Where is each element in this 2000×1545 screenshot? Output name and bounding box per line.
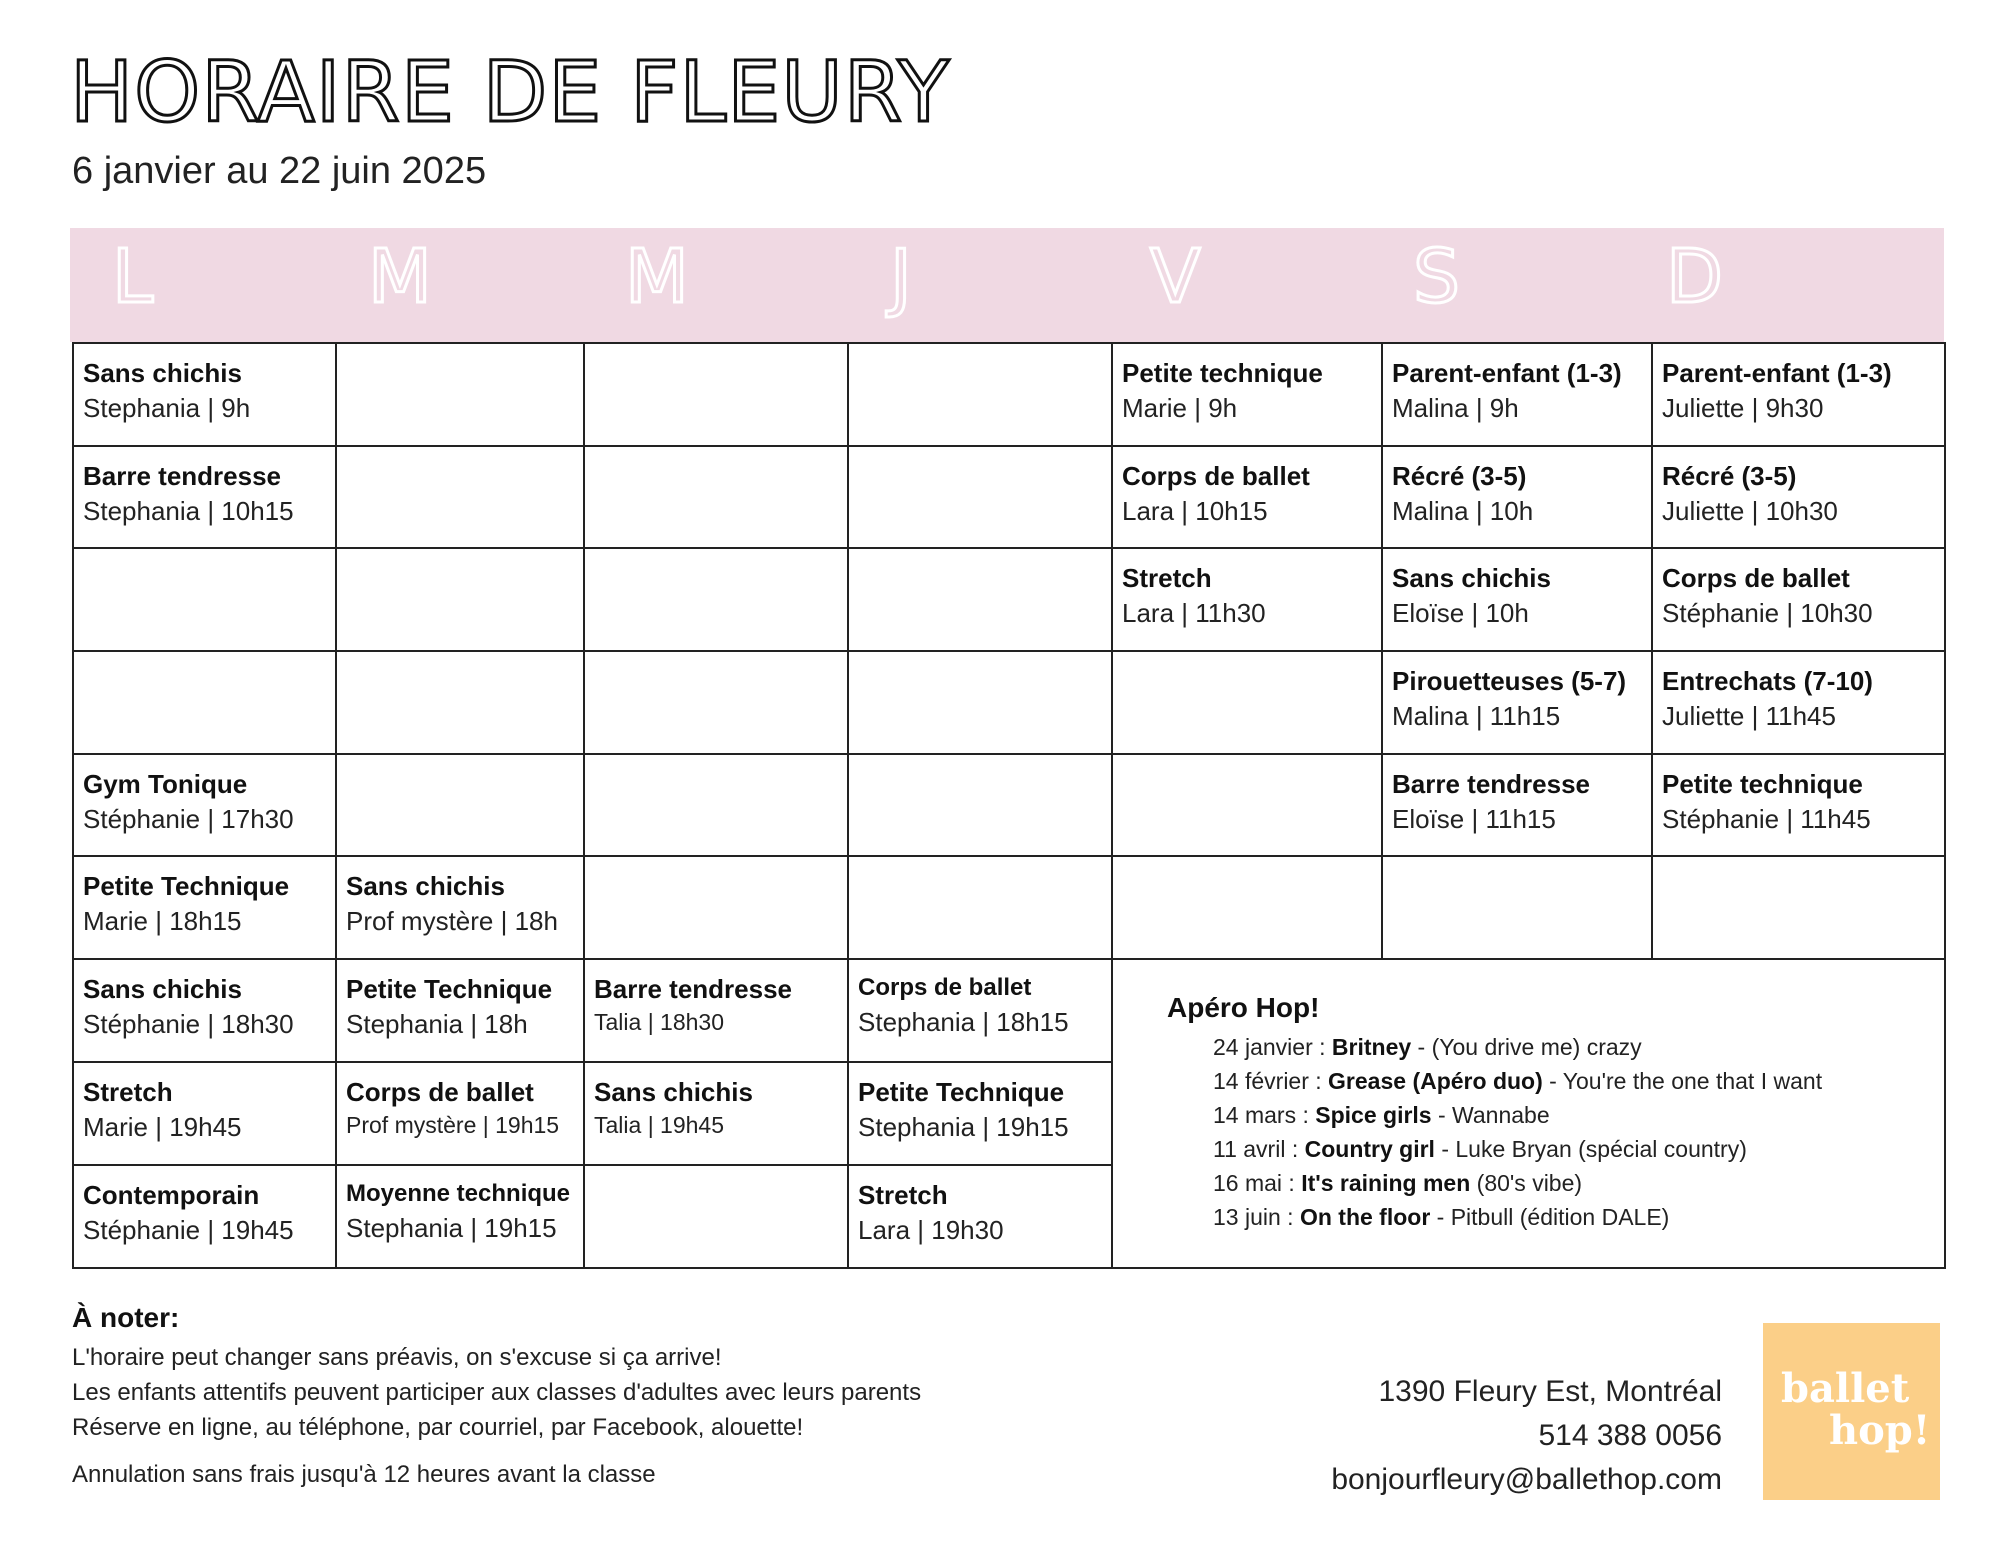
class-cell — [73, 446, 336, 548]
class-instructor-time: Stéphanie | 19h45 — [83, 1215, 294, 1246]
class-instructor-time: Stéphanie | 10h30 — [1662, 598, 1873, 629]
apero-theme: Spice girls — [1315, 1102, 1432, 1128]
empty-cell — [1112, 856, 1382, 959]
class-name: Petite Technique — [83, 871, 290, 901]
class-name: Stretch — [1122, 563, 1212, 593]
class-instructor-time: Juliette | 11h45 — [1662, 701, 1836, 732]
note-line: Les enfants attentifs peuvent participer aux classes d'adultes avec leurs parents — [72, 1379, 922, 1406]
note-line: L'horaire peut changer sans préavis, on s'excuse si ça arrive! — [72, 1344, 722, 1371]
apero-date: 11 avril : — [1213, 1136, 1305, 1162]
class-instructor-time: Malina | 9h — [1392, 393, 1519, 424]
class-instructor-time: Stephania | 18h15 — [858, 1006, 1069, 1037]
apero-item — [1213, 1132, 1944, 1166]
class-name: Corps de ballet — [1662, 563, 1850, 593]
logo-line-ballet: ballet — [1781, 1365, 1910, 1412]
contact-block — [1331, 1370, 1722, 1502]
apero-hop-panel — [1112, 959, 1945, 1268]
empty-cell — [584, 754, 848, 856]
ballet-hop-logo — [1763, 1323, 1940, 1500]
empty-cell — [584, 548, 848, 651]
notes-section — [72, 1302, 1172, 1489]
class-name: Barre tendresse — [1392, 769, 1590, 799]
apero-item — [1213, 1166, 1944, 1200]
class-cell — [848, 959, 1112, 1062]
class-instructor-time: Stéphanie | 17h30 — [83, 804, 294, 835]
empty-cell — [1112, 754, 1382, 856]
class-name: Corps de ballet — [858, 974, 1032, 1001]
class-cell — [1652, 343, 1945, 446]
class-cell — [336, 1165, 584, 1268]
day-thursday: J — [890, 234, 912, 320]
class-instructor-time: Prof mystère | 18h — [346, 906, 558, 937]
class-cell — [848, 1165, 1112, 1268]
class-instructor-time: Eloïse | 10h — [1392, 598, 1529, 629]
class-cell — [1382, 754, 1652, 856]
class-instructor-time: Marie | 19h45 — [83, 1112, 242, 1143]
class-cell — [1382, 651, 1652, 754]
empty-cell — [336, 343, 584, 446]
email-address: bonjourfleury@ballethop.com — [1331, 1463, 1722, 1496]
notes-title: À noter: — [72, 1302, 180, 1333]
empty-cell — [584, 343, 848, 446]
class-instructor-time: Malina | 11h15 — [1392, 701, 1561, 732]
logo-line-hop: hop! — [1829, 1407, 1931, 1454]
class-cell — [1112, 446, 1382, 548]
class-cell — [73, 959, 336, 1062]
empty-cell — [336, 651, 584, 754]
class-cell — [1382, 343, 1652, 446]
class-instructor-time: Stephania | 18h — [346, 1009, 528, 1040]
apero-song: - Pitbull (édition DALE) — [1430, 1204, 1670, 1230]
class-cell — [1382, 446, 1652, 548]
class-instructor-time: Malina | 10h — [1392, 496, 1534, 527]
class-instructor-time: Prof mystère | 19h15 — [346, 1112, 560, 1139]
empty-cell — [584, 856, 848, 959]
class-instructor-time: Juliette | 9h30 — [1662, 393, 1824, 424]
class-name: Sans chichis — [594, 1077, 753, 1107]
class-instructor-time: Stephania | 19h15 — [858, 1112, 1069, 1143]
apero-item — [1213, 1030, 1944, 1064]
date-range: 6 janvier au 22 juin 2025 — [72, 150, 487, 192]
empty-cell — [336, 754, 584, 856]
empty-cell — [336, 548, 584, 651]
page-title: HORAIRE DE FLEURY — [70, 43, 951, 141]
apero-date: 14 mars : — [1213, 1102, 1316, 1128]
class-instructor-time: Eloïse | 11h15 — [1392, 804, 1556, 835]
class-cell — [73, 754, 336, 856]
empty-cell — [336, 446, 584, 548]
class-cell — [1382, 548, 1652, 651]
class-instructor-time: Talia | 19h45 — [594, 1112, 725, 1139]
empty-cell — [1652, 856, 1945, 959]
class-instructor-time: Marie | 18h15 — [83, 906, 242, 937]
apero-song: - Wannabe — [1431, 1102, 1550, 1128]
class-instructor-time: Stephania | 10h15 — [83, 496, 294, 527]
class-name: Entrechats (7-10) — [1662, 666, 1873, 696]
empty-cell — [848, 343, 1112, 446]
apero-list — [1213, 1030, 1944, 1234]
apero-theme: Country girl — [1304, 1136, 1435, 1162]
class-name: Stretch — [858, 1180, 948, 1210]
apero-theme: Britney — [1331, 1034, 1412, 1060]
class-cell — [336, 959, 584, 1062]
class-name: Petite technique — [1662, 769, 1863, 799]
schedule-grid — [72, 342, 1946, 1269]
apero-theme: Grease (Apéro duo) — [1328, 1068, 1543, 1094]
day-friday: V — [1150, 234, 1201, 320]
empty-cell — [848, 548, 1112, 651]
empty-cell — [848, 856, 1112, 959]
empty-cell — [584, 651, 848, 754]
apero-song: (80's vibe) — [1470, 1170, 1583, 1196]
day-tuesday: M — [368, 234, 432, 320]
apero-date: 14 février : — [1213, 1068, 1329, 1094]
class-cell — [848, 1062, 1112, 1165]
class-name: Récré (3-5) — [1662, 461, 1797, 491]
class-name: Pirouetteuses (5-7) — [1392, 666, 1627, 696]
cancellation-policy: Annulation sans frais jusqu'à 12 heures avant la classe — [72, 1461, 656, 1488]
apero-item — [1213, 1200, 1944, 1234]
class-name: Gym Tonique — [83, 769, 248, 799]
class-name: Parent-enfant (1-3) — [1662, 358, 1892, 388]
class-name: Barre tendresse — [83, 461, 281, 491]
empty-cell — [848, 446, 1112, 548]
class-name: Petite technique — [1122, 358, 1323, 388]
apero-item — [1213, 1098, 1944, 1132]
empty-cell — [1382, 856, 1652, 959]
class-cell — [1652, 651, 1945, 754]
class-instructor-time: Stephania | 9h — [83, 393, 251, 424]
class-name: Moyenne technique — [346, 1180, 571, 1207]
class-cell — [73, 1062, 336, 1165]
apero-item — [1213, 1064, 1944, 1098]
class-name: Barre tendresse — [594, 974, 792, 1004]
apero-title: Apéro Hop! — [1167, 992, 1320, 1023]
class-cell — [336, 856, 584, 959]
class-instructor-time: Juliette | 10h30 — [1662, 496, 1838, 527]
class-instructor-time: Marie | 9h — [1122, 393, 1238, 424]
class-instructor-time: Lara | 11h30 — [1122, 598, 1266, 629]
class-name: Sans chichis — [83, 358, 242, 388]
empty-cell — [584, 446, 848, 548]
class-name: Parent-enfant (1-3) — [1392, 358, 1622, 388]
address: 1390 Fleury Est, Montréal — [1378, 1375, 1722, 1408]
empty-cell — [584, 1165, 848, 1268]
apero-date: 24 janvier : — [1213, 1034, 1332, 1060]
class-instructor-time: Lara | 10h15 — [1122, 496, 1268, 527]
class-instructor-time: Stéphanie | 11h45 — [1662, 804, 1871, 835]
class-cell — [73, 1165, 336, 1268]
apero-date: 16 mai : — [1213, 1170, 1302, 1196]
class-name: Petite Technique — [346, 974, 553, 1004]
apero-theme: It's raining men — [1301, 1170, 1471, 1196]
day-wednesday: M — [625, 234, 689, 320]
day-header-band — [70, 228, 1944, 342]
class-cell — [336, 1062, 584, 1165]
class-cell — [73, 343, 336, 446]
class-cell — [1652, 446, 1945, 548]
empty-cell — [73, 548, 336, 651]
apero-date: 13 juin : — [1213, 1204, 1300, 1230]
apero-song: - Luke Bryan (spécial country) — [1434, 1136, 1747, 1162]
note-line: Réserve en ligne, au téléphone, par courriel, par Facebook, alouette! — [72, 1414, 804, 1441]
class-name: Stretch — [83, 1077, 173, 1107]
class-cell — [584, 1062, 848, 1165]
class-instructor-time: Talia | 18h30 — [594, 1009, 725, 1036]
apero-theme: On the floor — [1299, 1204, 1431, 1230]
day-monday: L — [112, 234, 154, 320]
class-name: Sans chichis — [346, 871, 505, 901]
class-name: Corps de ballet — [1122, 461, 1310, 491]
class-name: Sans chichis — [83, 974, 242, 1004]
class-instructor-time: Stephania | 19h15 — [346, 1212, 557, 1243]
class-cell — [1112, 343, 1382, 446]
class-name: Sans chichis — [1392, 563, 1551, 593]
day-sunday: D — [1666, 234, 1723, 320]
class-instructor-time: Stéphanie | 18h30 — [83, 1009, 294, 1040]
class-name: Corps de ballet — [346, 1077, 534, 1107]
phone-number: 514 388 0056 — [1538, 1419, 1722, 1452]
apero-song: - You're the one that I want — [1542, 1068, 1823, 1094]
class-name: Contemporain — [83, 1180, 260, 1210]
class-instructor-time: Lara | 19h30 — [858, 1215, 1004, 1246]
class-cell — [1652, 754, 1945, 856]
class-cell — [1112, 548, 1382, 651]
empty-cell — [848, 651, 1112, 754]
apero-song: - (You drive me) crazy — [1411, 1034, 1642, 1060]
class-name: Récré (3-5) — [1392, 461, 1527, 491]
class-cell — [1652, 548, 1945, 651]
class-cell — [584, 959, 848, 1062]
empty-cell — [848, 754, 1112, 856]
class-cell — [73, 856, 336, 959]
day-saturday: S — [1413, 234, 1460, 320]
class-name: Petite Technique — [858, 1077, 1065, 1107]
empty-cell — [73, 651, 336, 754]
empty-cell — [1112, 651, 1382, 754]
